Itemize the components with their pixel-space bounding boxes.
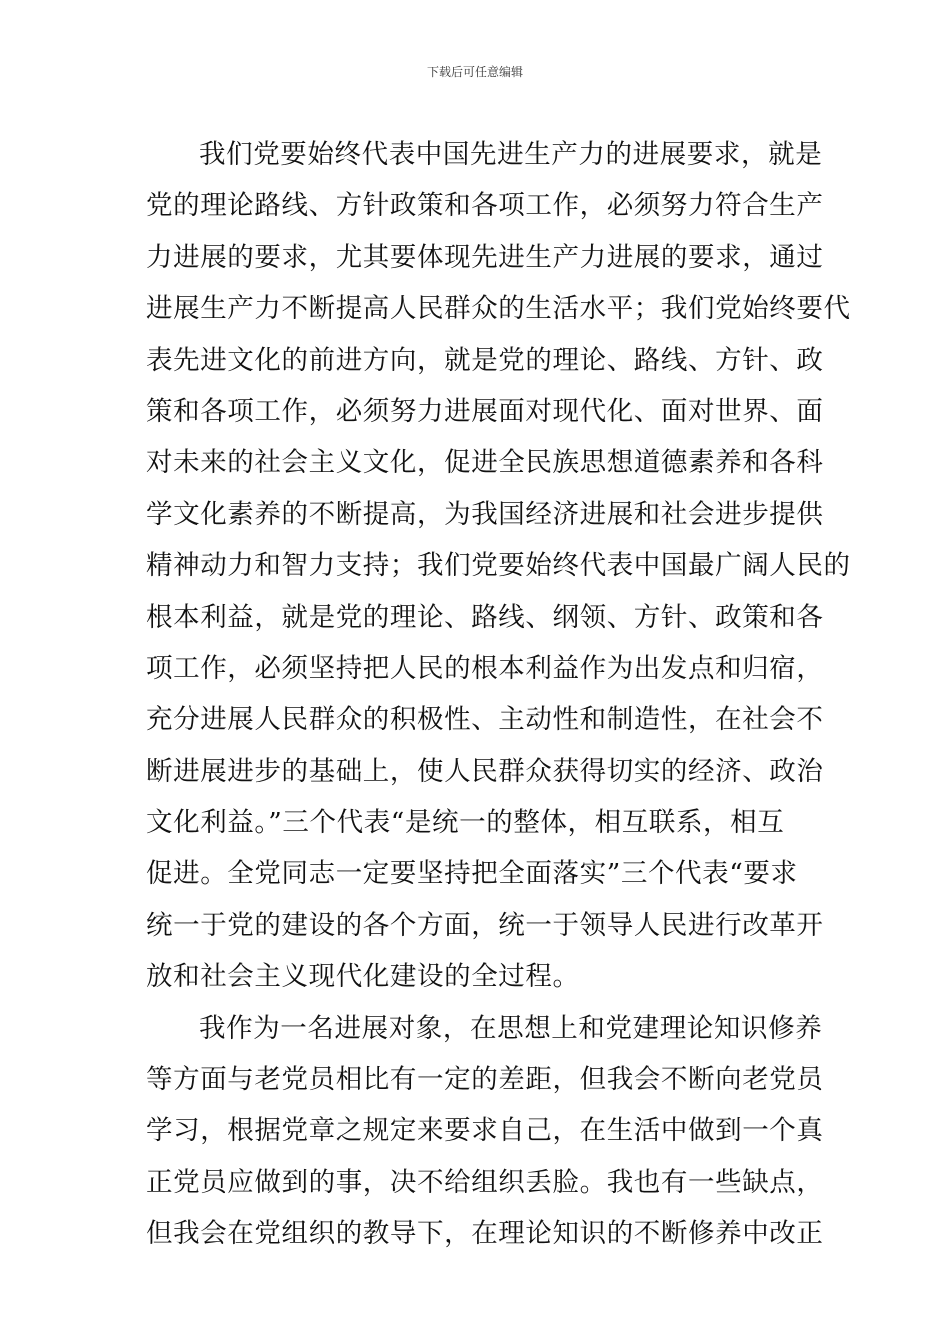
- paragraph-line: 党的理论路线、方针政策和各项工作，必须努力符合生产: [146, 190, 824, 222]
- paragraph-line: 断进展进步的基础上，使人民群众获得切实的经济、政治: [146, 755, 824, 787]
- paragraph-line: 表先进文化的前进方向，就是党的理论、路线、方针、政: [146, 344, 824, 376]
- paragraph-line: 正党员应做到的事，决不给组织丢脸。我也有一些缺点，: [146, 1166, 824, 1198]
- paragraph-line: 促进。全党同志一定要坚持把全面落实”三个代表“要求: [146, 858, 798, 890]
- paragraph-line: 进展生产力不断提高人民群众的生活水平；我们党始终要代: [146, 293, 851, 325]
- paragraph-line: 策和各项工作，必须努力进展面对现代化、面对世界、面: [146, 395, 824, 427]
- paragraph-line: 文化利益。”三个代表“是统一的整体，相互联系，相互: [146, 807, 785, 839]
- paragraph-line: 根本利益，就是党的理论、路线、纲领、方针、政策和各: [146, 601, 824, 633]
- paragraph-line: 统一于党的建设的各个方面，统一于领导人民进行改革开: [146, 909, 824, 941]
- paragraph-line: 充分进展人民群众的积极性、主动性和制造性，在社会不: [146, 704, 824, 736]
- paragraph-line: 学习，根据党章之规定来要求自己，在生活中做到一个真: [146, 1115, 824, 1147]
- paragraph-line: 等方面与老党员相比有一定的差距，但我会不断向老党员: [146, 1064, 824, 1096]
- paragraph-line: 项工作，必须坚持把人民的根本利益作为出发点和归宿，: [146, 652, 824, 684]
- paragraph-line: 精神动力和智力支持；我们党要始终代表中国最广阔人民的: [146, 550, 851, 582]
- paragraph-line: 学文化素养的不断提高，为我国经济进展和社会进步提供: [146, 498, 824, 530]
- paragraph-line: 我作为一名进展对象，在思想上和党建理论知识修养: [199, 1012, 823, 1044]
- paragraph-line: 但我会在党组织的教导下，在理论知识的不断修养中改正: [146, 1218, 824, 1250]
- paragraph-line: 放和社会主义现代化建设的全过程。: [146, 961, 580, 993]
- paragraph-line: 我们党要始终代表中国先进生产力的进展要求，就是: [199, 139, 823, 170]
- paragraph-line: 对未来的社会主义文化，促进全民族思想道德素养和各科: [146, 447, 824, 479]
- document-body: [146, 129, 851, 1260]
- header-note: 下载后可任意编辑: [426, 65, 523, 79]
- paragraph-line: 力进展的要求，尤其要体现先进生产力进展的要求，通过: [146, 241, 824, 273]
